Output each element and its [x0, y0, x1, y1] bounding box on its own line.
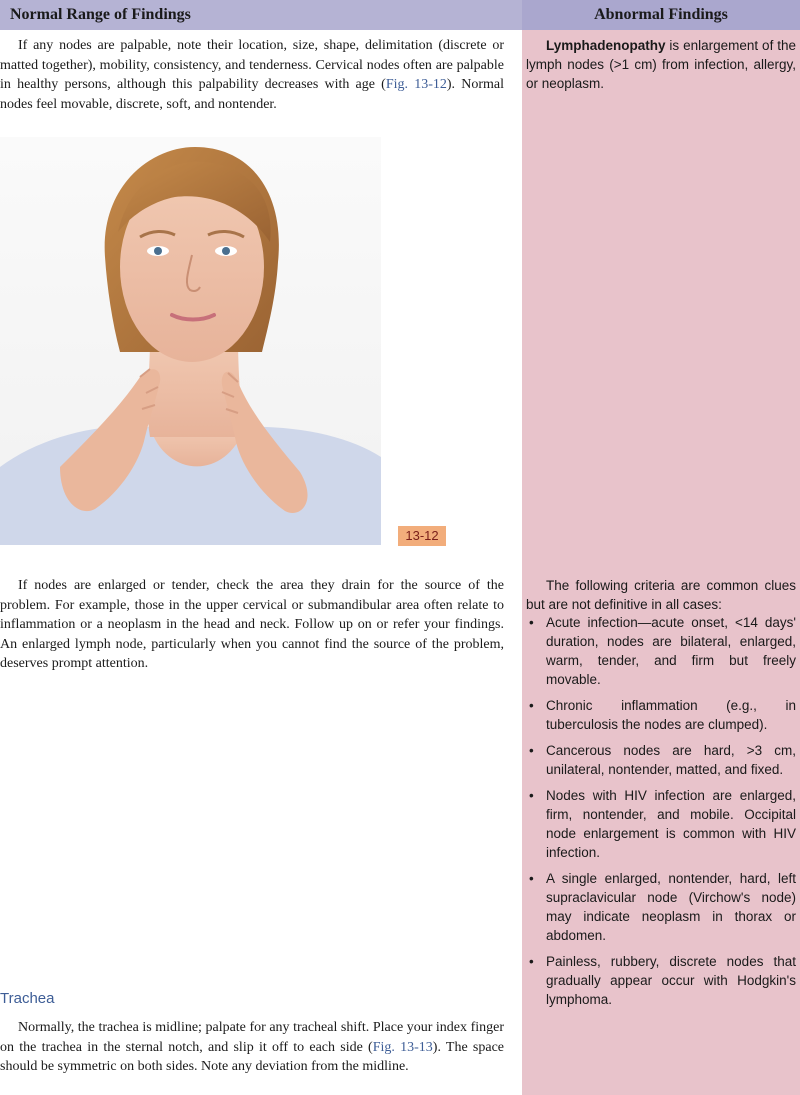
list-item: • Nodes with HIV infection are enlarged, firm, nontender, and mobile. Occipital node enlargement is common with HIV infection. [529, 788, 796, 860]
para1-text: If any nodes are palpable, note their location, size, shape, delimitation (discrete or matted together), mobility, consistency, and tenderness. Cervical nodes often are palpable in healthy persons, although this palpability decreases with age ( [0, 38, 504, 92]
bullet-icon: • [529, 788, 534, 803]
palpating-cervical-nodes-illustration [0, 137, 381, 545]
figure-reference-13-13[interactable]: Fig. 13-13 [372, 1039, 433, 1055]
criteria-intro: The following criteria are common clues but are not definitive in all cases: [526, 578, 796, 612]
figure-label-13-12: 13-12 [398, 526, 446, 546]
lymphadenopathy-paragraph [526, 36, 796, 93]
figure-13-12-photo [0, 137, 381, 545]
bullet-icon: • [529, 954, 534, 969]
para3-text-end: ). The space should be symmetric on both sides. Note any deviation from the midline. [0, 1039, 505, 1074]
normal-palpable-nodes-paragraph [0, 36, 504, 114]
lymphadenopathy-term: Lymphadenopathy [546, 38, 666, 53]
abnormal-findings-header: Abnormal Findings [522, 0, 800, 30]
para1-text-end: ). Normal nodes feel movable, discrete, soft, and nontender. [0, 77, 504, 112]
list-item: • Acute infection—acute onset, <14 days' duration, nodes are bilateral, enlarged, warm, tender, and firm but freely movable. [529, 615, 796, 687]
bullet-icon: • [529, 698, 534, 713]
list-item: • A single enlarged, nontender, hard, left supraclavicular node (Virchow's node) may indicate neoplasm in thorax or abdomen. [529, 871, 796, 943]
bullet-icon: • [529, 615, 534, 630]
normal-findings-header: Normal Range of Findings [0, 0, 522, 30]
para3-text: Normally, the trachea is midline; palpate for any tracheal shift. Place your index finger on the trachea in the sternal notch, and slip it off to each side ( [0, 1020, 504, 1055]
list-item: • Cancerous nodes are hard, >3 cm, unilateral, nontender, matted, and fixed. [529, 743, 796, 777]
bullet-icon: • [529, 871, 534, 886]
criteria-list [528, 613, 796, 1016]
figure-reference-13-12[interactable]: Fig. 13-12 [385, 77, 447, 92]
list-item: • Chronic inflammation (e.g., in tuberculosis the nodes are clumped). [529, 698, 796, 732]
list-item: • Painless, rubbery, discrete nodes that gradually appear occur with Hodgkin's lymphoma. [529, 954, 796, 1007]
normal-enlarged-nodes-paragraph: If nodes are enlarged or tender, check the area they drain for the source of the problem. For example, those in the upper cervical or submandibular area often relate to inflammation or a neoplasm in the head and neck. Follow up on or refer your findings. An enlarged lymph node, particularly when you cannot find the source of the problem, deserves prompt attention. [0, 578, 504, 671]
bullet-icon: • [529, 743, 534, 758]
lymphadenopathy-text: is enlargement of the lymph nodes (>1 cm) from infection, allergy, or neoplasm. [526, 38, 796, 91]
trachea-heading: Trachea [0, 990, 55, 1007]
trachea-paragraph [0, 1018, 504, 1077]
